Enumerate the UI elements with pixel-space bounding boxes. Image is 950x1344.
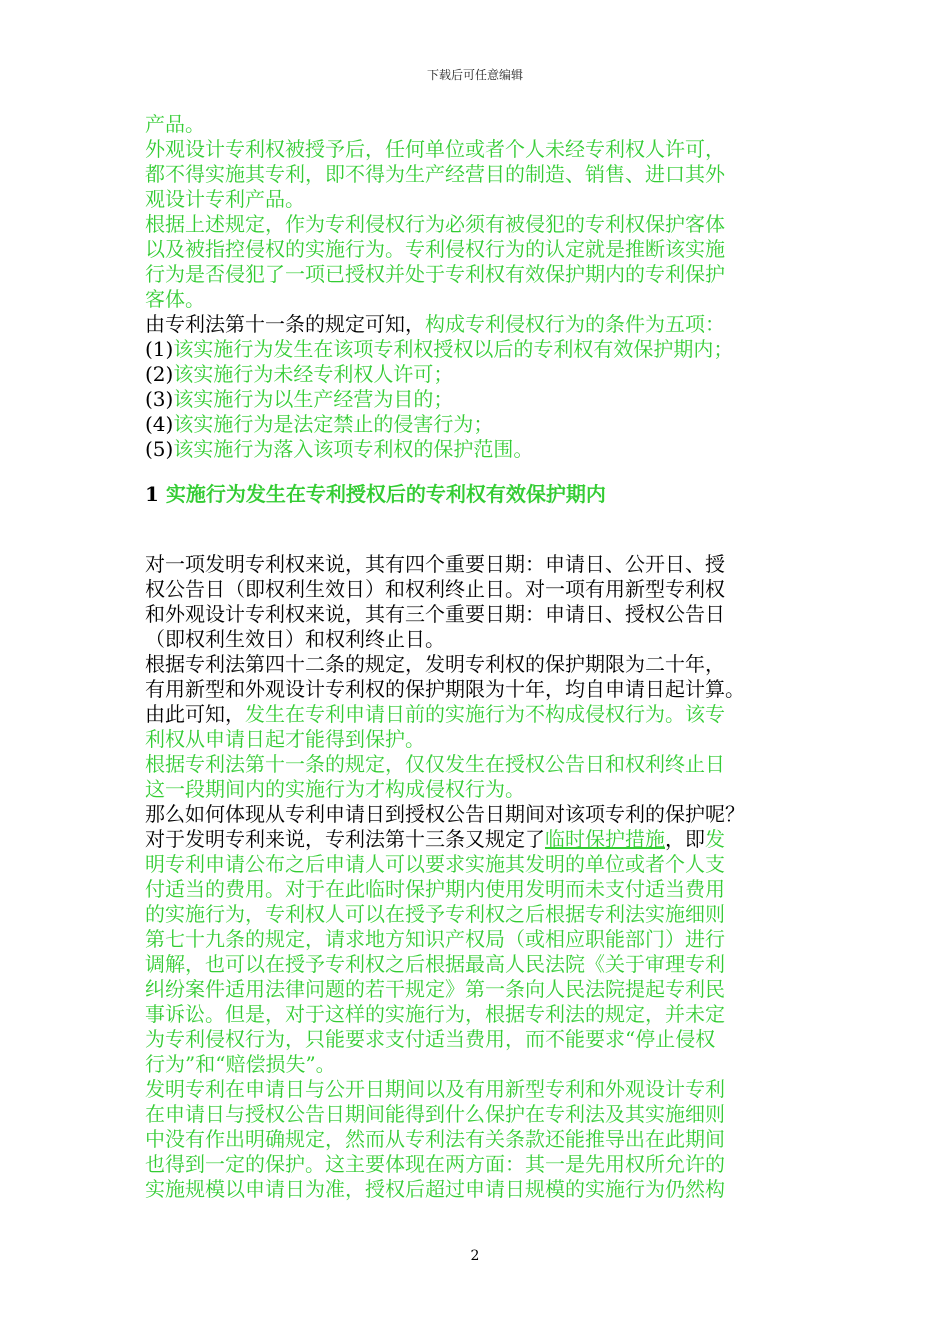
text-line (145, 312, 813, 337)
text-segment: 该实施行为是法定禁止的侵害行为； (173, 412, 494, 436)
text-segment: 有用新型和外观设计专利权的保护期限为十年，均自申请日起计算。 (145, 677, 745, 701)
text-line (145, 187, 813, 212)
text-segment: 的实施行为，专利权人可以在授予专利权之后根据专利法实施细则 (145, 902, 725, 926)
page-number: 2 (470, 1248, 480, 1264)
text-segment: 根据专利法第十一条的规定，仅仅发生在授权公告日和权利终止日 (145, 752, 725, 776)
text-line (145, 852, 813, 877)
section-title: 实施行为发生在专利授权后的专利权有效保护期内 (165, 482, 606, 506)
text-segment: 中没有作出明确规定，然而从专利法有关条款还能推导出在此期间 (145, 1127, 725, 1151)
text-line (145, 927, 813, 952)
text-segment: 第七十九条的规定，请求地方知识产权局（或相应职能部门）进行 (145, 927, 725, 951)
text-segment: 发生在专利申请日前的实施行为不构成侵权行为。该专 (245, 702, 725, 726)
text-segment: 根据专利法第四十二条的规定，发明专利权的保护期限为二十年， (145, 652, 725, 676)
text-segment: 对一项发明专利权来说，其有四个重要日期：申请日、公开日、授 (145, 552, 725, 576)
text-line (145, 777, 813, 802)
text-line (145, 577, 813, 602)
text-segment: 在申请日与授权公告日期间能得到什么保护在专利法及其实施细则 (145, 1102, 725, 1126)
text-segment: 付适当的费用。对于在此临时保护期内使用发明而未支付适当费用 (145, 877, 725, 901)
text-line (145, 552, 813, 577)
text-segment: 该实施行为以生产经营为目的； (173, 387, 454, 411)
text-line (145, 677, 813, 702)
text-line (145, 262, 813, 287)
text-segment: 构成专利侵权行为的条件为五项： (425, 312, 725, 336)
text-segment: 该实施行为落入该项专利权的保护范围。 (173, 437, 534, 461)
section-number: 1 (145, 482, 166, 506)
text-segment: 行为”和“赔偿损失”。 (145, 1052, 336, 1076)
text-line (145, 412, 813, 437)
paragraph-block-2 (145, 552, 813, 1202)
text-line (145, 162, 813, 187)
text-segment: 外观设计专利权被授予后，任何单位或者个人未经专利权人许可， (145, 137, 725, 161)
text-segment: 产品。 (145, 112, 205, 136)
text-segment: 和外观设计专利权来说，其有三个重要日期：申请日、授权公告日 (145, 602, 725, 626)
text-line (145, 387, 813, 412)
text-line (145, 952, 813, 977)
spacer (145, 507, 813, 552)
text-segment: 行为是否侵犯了一项已授权并处于专利权有效保护期内的专利保护 (145, 262, 725, 286)
text-segment: 纠纷案件适用法律问题的若干规定》第一条向人民法院提起专利民 (145, 977, 725, 1001)
text-line (145, 1052, 813, 1077)
text-segment: 由专利法第十一条的规定可知， (145, 312, 425, 336)
text-segment: 该实施行为发生在该项专利权授权以后的专利权有效保护期内； (173, 337, 734, 361)
text-line (145, 602, 813, 627)
text-line (145, 212, 813, 237)
text-line (145, 1077, 813, 1102)
text-line (145, 237, 813, 262)
text-line (145, 727, 813, 752)
text-line (145, 1127, 813, 1152)
text-line (145, 877, 813, 902)
text-line (145, 1027, 813, 1052)
text-line (145, 827, 813, 852)
text-line (145, 112, 813, 137)
section-heading (145, 482, 813, 507)
text-segment: (4) (145, 412, 174, 436)
text-line (145, 802, 813, 827)
text-line (145, 137, 813, 162)
text-segment: 以及被指控侵权的实施行为。专利侵权行为的认定就是推断该实施 (145, 237, 725, 261)
text-line (145, 437, 813, 462)
text-segment: 该实施行为未经专利权人许可； (173, 362, 454, 386)
text-line (145, 287, 813, 312)
text-line (145, 1152, 813, 1177)
text-line (145, 627, 813, 652)
text-segment: 明专利申请公布之后申请人可以要求实施其发明的单位或者个人支 (145, 852, 725, 876)
text-segment: 那么如何体现从专利申请日到授权公告日期间对该项专利的保护呢？ (145, 802, 745, 826)
text-segment: 观设计专利产品。 (145, 187, 305, 211)
temporary-protection-link[interactable]: 临时保护措施 (545, 827, 665, 851)
text-segment: 发明专利在申请日与公开日期间以及有用新型专利和外观设计专利 (145, 1077, 725, 1101)
text-segment: 也得到一定的保护。这主要体现在两方面：其一是先用权所允许的 (145, 1152, 725, 1176)
text-segment: 客体。 (145, 287, 205, 311)
text-segment: 权公告日（即权利生效日）和权利终止日。对一项有用新型专利权 (145, 577, 725, 601)
text-segment: 发 (705, 827, 725, 851)
text-line (145, 1102, 813, 1127)
page-header: 下载后可任意编辑 (426, 68, 523, 82)
text-line (145, 977, 813, 1002)
text-segment: 这一段期间内的实施行为才构成侵权行为。 (145, 777, 525, 801)
text-segment: 实施规模以申请日为准，授权后超过申请日规模的实施行为仍然构 (145, 1177, 725, 1201)
document-body (145, 112, 813, 1202)
text-line (145, 702, 813, 727)
text-line (145, 652, 813, 677)
text-line (145, 902, 813, 927)
text-segment: (2) (145, 362, 174, 386)
text-segment: (1) (145, 337, 174, 361)
spacer (145, 462, 813, 482)
text-segment: 都不得实施其专利，即不得为生产经营目的制造、销售、进口其外 (145, 162, 725, 186)
text-line (145, 1177, 813, 1202)
text-segment: 事诉讼。但是，对于这样的实施行为，根据专利法的规定，并未定 (145, 1002, 725, 1026)
text-segment: ，即 (665, 827, 705, 851)
text-segment: （即权利生效日）和权利终止日。 (145, 627, 445, 651)
text-segment: (5) (145, 437, 174, 461)
text-segment: (3) (145, 387, 174, 411)
text-segment: 根据上述规定，作为专利侵权行为必须有被侵犯的专利权保护客体 (145, 212, 725, 236)
text-line (145, 362, 813, 387)
paragraph-block-1 (145, 112, 813, 462)
text-segment: 对于发明专利来说，专利法第十三条又规定了 (145, 827, 545, 851)
text-line (145, 337, 813, 362)
text-segment: 由此可知， (145, 702, 245, 726)
text-segment: 为专利侵权行为，只能要求支付适当费用，而不能要求“停止侵权 (145, 1027, 716, 1051)
text-segment: 调解，也可以在授予专利权之后根据最高人民法院《关于审理专利 (145, 952, 725, 976)
text-segment: 利权从申请日起才能得到保护。 (145, 727, 425, 751)
text-line (145, 752, 813, 777)
text-line (145, 1002, 813, 1027)
